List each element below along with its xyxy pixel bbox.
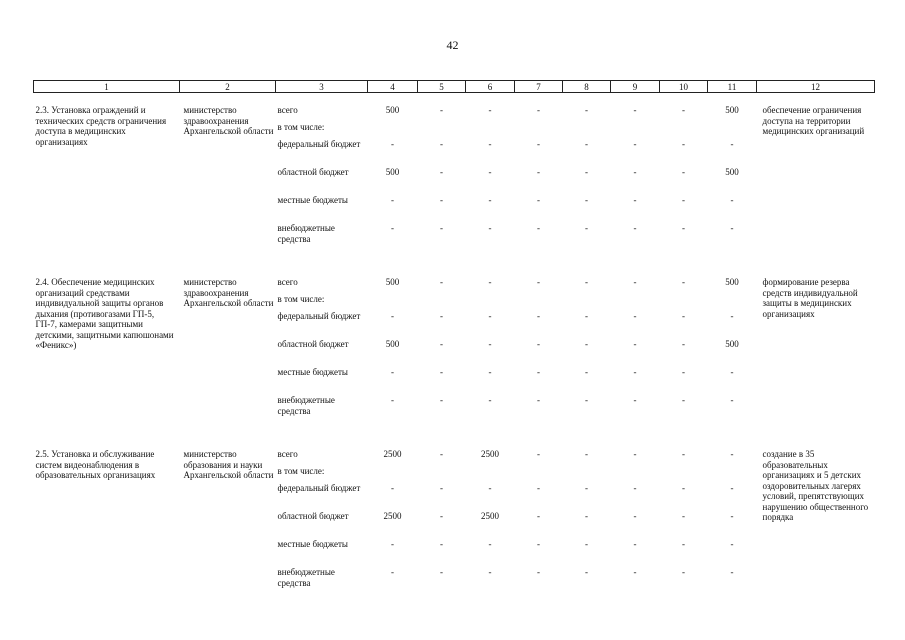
funding-value: - bbox=[537, 195, 540, 205]
funding-value: - bbox=[585, 105, 588, 115]
funding-value: - bbox=[633, 139, 637, 149]
funding-value: - bbox=[682, 167, 685, 177]
funding-value: 2500 bbox=[481, 511, 499, 521]
funding-value bbox=[660, 294, 708, 311]
column-number-4: 4 bbox=[368, 81, 418, 93]
funding-source: местные бюджеты bbox=[277, 367, 348, 377]
funding-row bbox=[34, 277, 875, 294]
column-number-5: 5 bbox=[418, 81, 466, 93]
funding-value: - bbox=[440, 567, 443, 577]
funding-value: - bbox=[537, 449, 540, 459]
funding-value: - bbox=[682, 139, 685, 149]
funding-value: - bbox=[633, 277, 637, 287]
funding-value bbox=[466, 294, 515, 311]
funding-value: 2500 bbox=[383, 449, 402, 459]
funding-value bbox=[515, 122, 563, 139]
funding-value: - bbox=[488, 105, 492, 115]
funding-value: 2500 bbox=[481, 449, 499, 459]
funding-value: - bbox=[633, 311, 637, 321]
funding-source: в том числе: bbox=[277, 122, 325, 132]
funding-value: - bbox=[682, 339, 685, 349]
funding-value: - bbox=[537, 483, 540, 493]
funding-value: 500 bbox=[725, 167, 739, 177]
funding-value: - bbox=[682, 311, 685, 321]
funding-value: - bbox=[730, 567, 734, 577]
funding-value: - bbox=[633, 367, 637, 377]
funding-value: - bbox=[440, 167, 443, 177]
funding-value bbox=[515, 294, 563, 311]
funding-value bbox=[368, 122, 418, 139]
measure-name: 2.3. Установка ограждений и технических средств ограничения доступа в медицинских организациях bbox=[35, 105, 167, 147]
funding-value: - bbox=[682, 395, 685, 405]
funding-row bbox=[34, 105, 875, 122]
funding-value: - bbox=[633, 105, 637, 115]
column-number-10: 10 bbox=[660, 81, 708, 93]
funding-value: - bbox=[488, 339, 492, 349]
funding-row bbox=[34, 449, 875, 466]
funding-value: - bbox=[440, 105, 443, 115]
funding-value: - bbox=[633, 167, 637, 177]
funding-value: - bbox=[682, 567, 685, 577]
funding-value: - bbox=[537, 395, 540, 405]
expected-outcome: создание в 35 образовательных организациях и 5 детских оздоровительных лагерях условий, препятствующих нарушению общественного порядка bbox=[762, 449, 869, 522]
funding-value: - bbox=[440, 277, 443, 287]
measure-name: 2.5. Установка и обслуживание систем видеонаблюдения в образовательных организациях bbox=[35, 449, 156, 480]
column-number-2: 2 bbox=[180, 81, 276, 93]
funding-value: - bbox=[633, 339, 637, 349]
funding-value: - bbox=[682, 483, 685, 493]
funding-value: - bbox=[633, 539, 637, 549]
funding-value: - bbox=[585, 223, 588, 233]
funding-value: - bbox=[682, 539, 685, 549]
funding-value bbox=[708, 294, 757, 311]
funding-source: областной бюджет bbox=[277, 339, 349, 349]
funding-value: - bbox=[682, 105, 685, 115]
funding-value: - bbox=[585, 367, 588, 377]
funding-value: - bbox=[633, 567, 637, 577]
expected-outcome: формирование резерва средств индивидуальной защиты в медицинских организациях bbox=[762, 277, 858, 319]
funding-value: - bbox=[440, 511, 443, 521]
funding-value: - bbox=[730, 539, 734, 549]
funding-value bbox=[611, 122, 660, 139]
funding-value: 500 bbox=[725, 105, 739, 115]
funding-value: - bbox=[488, 167, 492, 177]
funding-value: - bbox=[682, 195, 685, 205]
funding-value: - bbox=[391, 367, 394, 377]
funding-value: - bbox=[585, 167, 588, 177]
funding-value: - bbox=[488, 367, 492, 377]
funding-value: - bbox=[488, 539, 492, 549]
responsible-executor: министерство образования и науки Архангельской области bbox=[183, 449, 274, 480]
funding-value: - bbox=[488, 195, 492, 205]
funding-value bbox=[708, 466, 757, 483]
funding-value bbox=[660, 122, 708, 139]
funding-value: - bbox=[730, 367, 734, 377]
funding-value: - bbox=[440, 195, 443, 205]
funding-value: - bbox=[391, 311, 394, 321]
funding-value: - bbox=[537, 367, 540, 377]
funding-value bbox=[466, 466, 515, 483]
funding-value: - bbox=[633, 511, 637, 521]
funding-source: всего bbox=[277, 105, 298, 115]
funding-source: областной бюджет bbox=[277, 511, 349, 521]
funding-source: всего bbox=[277, 449, 298, 459]
funding-value bbox=[466, 122, 515, 139]
funding-value: - bbox=[730, 483, 734, 493]
funding-value: - bbox=[585, 339, 588, 349]
funding-value: - bbox=[488, 223, 492, 233]
funding-value: - bbox=[537, 277, 540, 287]
funding-value: - bbox=[730, 449, 734, 459]
funding-value bbox=[611, 294, 660, 311]
funding-value: - bbox=[682, 449, 685, 459]
funding-source: федеральный бюджет bbox=[277, 139, 361, 149]
funding-value: - bbox=[537, 105, 540, 115]
funding-value: - bbox=[488, 395, 492, 405]
funding-value: - bbox=[440, 367, 443, 377]
funding-source: внебюджетные средства bbox=[277, 223, 335, 244]
funding-value: - bbox=[585, 449, 588, 459]
funding-value: - bbox=[488, 311, 492, 321]
funding-value bbox=[611, 466, 660, 483]
funding-value: - bbox=[633, 223, 637, 233]
funding-source: федеральный бюджет bbox=[277, 311, 361, 321]
funding-value bbox=[515, 466, 563, 483]
funding-value: - bbox=[391, 539, 394, 549]
funding-value: - bbox=[585, 395, 588, 405]
funding-value: - bbox=[391, 195, 394, 205]
column-number-3: 3 bbox=[276, 81, 368, 93]
funding-value: 2500 bbox=[383, 511, 402, 521]
column-number-8: 8 bbox=[563, 81, 611, 93]
funding-value: - bbox=[440, 139, 443, 149]
funding-value: - bbox=[730, 195, 734, 205]
funding-value bbox=[660, 466, 708, 483]
funding-source: внебюджетные средства bbox=[277, 567, 335, 588]
funding-value: 500 bbox=[385, 105, 400, 115]
column-number-7: 7 bbox=[515, 81, 563, 93]
funding-value: - bbox=[682, 511, 685, 521]
responsible-executor: министерство здравоохранения Архангельской области bbox=[183, 105, 274, 136]
funding-value: - bbox=[488, 567, 492, 577]
column-number-row bbox=[34, 81, 875, 93]
funding-value: - bbox=[633, 395, 637, 405]
funding-value: - bbox=[440, 395, 443, 405]
funding-value bbox=[563, 466, 611, 483]
funding-value: 500 bbox=[725, 277, 739, 287]
funding-value: - bbox=[585, 567, 588, 577]
program-table bbox=[33, 80, 875, 595]
funding-value: - bbox=[391, 483, 394, 493]
column-number-6: 6 bbox=[466, 81, 515, 93]
funding-value: - bbox=[391, 139, 394, 149]
funding-value: - bbox=[730, 139, 734, 149]
funding-value: - bbox=[633, 195, 637, 205]
funding-value: - bbox=[682, 223, 685, 233]
funding-value bbox=[418, 294, 466, 311]
funding-value: - bbox=[585, 139, 588, 149]
funding-value bbox=[563, 122, 611, 139]
funding-value: - bbox=[391, 395, 394, 405]
funding-source: федеральный бюджет bbox=[277, 483, 361, 493]
funding-value: - bbox=[537, 167, 540, 177]
funding-value: - bbox=[633, 449, 637, 459]
funding-value: - bbox=[633, 483, 637, 493]
funding-value: - bbox=[585, 511, 588, 521]
funding-value: - bbox=[585, 483, 588, 493]
column-number-12: 12 bbox=[757, 81, 875, 93]
funding-value: - bbox=[537, 567, 540, 577]
funding-value: - bbox=[391, 223, 394, 233]
funding-value: - bbox=[585, 539, 588, 549]
funding-source: внебюджетные средства bbox=[277, 395, 335, 416]
funding-value: - bbox=[488, 277, 492, 287]
funding-value: - bbox=[682, 277, 685, 287]
funding-source: областной бюджет bbox=[277, 167, 349, 177]
funding-value bbox=[708, 122, 757, 139]
funding-value: - bbox=[440, 449, 443, 459]
column-number-9: 9 bbox=[611, 81, 660, 93]
funding-value: - bbox=[730, 395, 734, 405]
funding-value: - bbox=[537, 511, 540, 521]
funding-value bbox=[368, 294, 418, 311]
funding-value: - bbox=[537, 539, 540, 549]
funding-source: всего bbox=[277, 277, 298, 287]
funding-value: - bbox=[537, 339, 540, 349]
funding-value: - bbox=[730, 511, 734, 521]
funding-value: - bbox=[537, 311, 540, 321]
funding-value: - bbox=[488, 139, 492, 149]
column-number-11: 11 bbox=[708, 81, 757, 93]
funding-value: - bbox=[537, 223, 540, 233]
responsible-executor: министерство здравоохранения Архангельской области bbox=[183, 277, 274, 308]
funding-value: - bbox=[391, 567, 394, 577]
funding-value bbox=[563, 294, 611, 311]
measure-name: 2.4. Обеспечение медицинских организаций средствами индивидуальной защиты органов дыхания (противогазами ГП-5, ГП-7, камерами защитными детскими, защитными капюшонами «Феникс») bbox=[35, 277, 174, 350]
funding-source: в том числе: bbox=[277, 466, 325, 476]
funding-value: - bbox=[440, 339, 443, 349]
funding-value: - bbox=[730, 223, 734, 233]
funding-value: 500 bbox=[725, 339, 739, 349]
funding-source: местные бюджеты bbox=[277, 195, 348, 205]
funding-value: - bbox=[585, 195, 588, 205]
expected-outcome: обеспечение ограничения доступа на территории медицинских организаций bbox=[762, 105, 865, 136]
column-number-1: 1 bbox=[34, 81, 180, 93]
funding-value: - bbox=[730, 311, 734, 321]
funding-value bbox=[418, 466, 466, 483]
funding-value: 500 bbox=[385, 339, 400, 349]
funding-value bbox=[418, 122, 466, 139]
funding-value: - bbox=[488, 483, 492, 493]
funding-source: в том числе: bbox=[277, 294, 325, 304]
funding-value: - bbox=[440, 311, 443, 321]
page-number: 42 bbox=[446, 38, 459, 52]
funding-value: 500 bbox=[385, 167, 400, 177]
funding-value: - bbox=[585, 311, 588, 321]
funding-value: - bbox=[537, 139, 540, 149]
funding-source: местные бюджеты bbox=[277, 539, 348, 549]
funding-value: - bbox=[440, 223, 443, 233]
funding-value: - bbox=[440, 539, 443, 549]
funding-value: - bbox=[682, 367, 685, 377]
funding-value: 500 bbox=[385, 277, 400, 287]
funding-value: - bbox=[440, 483, 443, 493]
funding-value: - bbox=[585, 277, 588, 287]
funding-value bbox=[368, 466, 418, 483]
